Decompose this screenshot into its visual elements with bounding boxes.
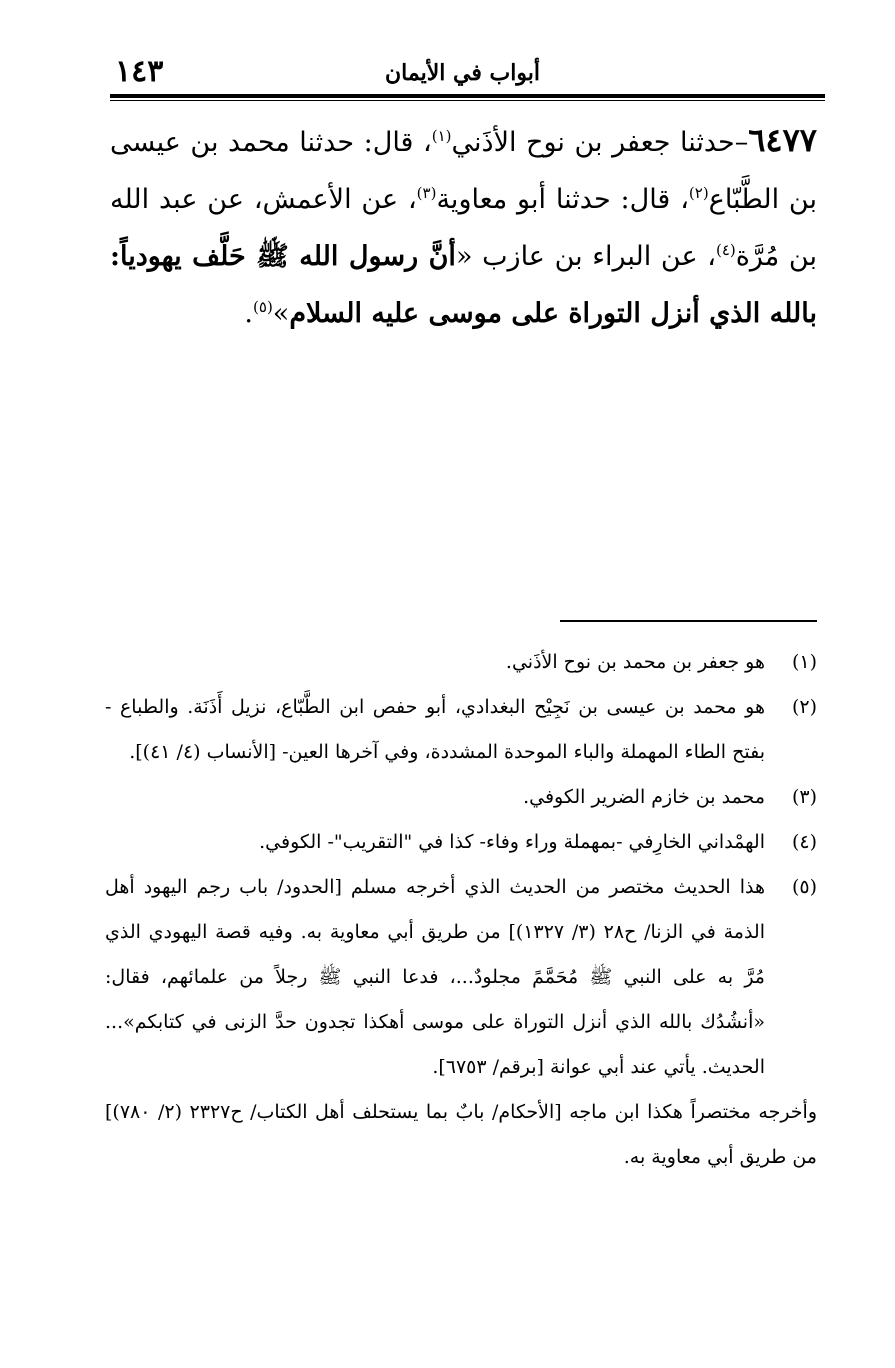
hadith-isnad-4: ، عن الأعمش، عن عبد الله بن مُرَّة bbox=[110, 184, 817, 272]
footnote-ref-2: (٢) bbox=[688, 184, 709, 202]
hadith-isnad-5: ، عن البراء بن عازب « bbox=[455, 241, 716, 272]
footnote-ref-1: (١) bbox=[431, 127, 452, 145]
hadith-text bbox=[110, 112, 817, 342]
footnote-3 bbox=[105, 775, 817, 820]
footnote-label: (٢) bbox=[791, 696, 817, 718]
footnote-text: هو محمد بن عيسى بن نَجِيْح البغدادي، أبو حفص ابن الطَّبّاع، نزيل أَذَنَة. والطباع - بفتح الطاء المهملة والباء الموحدة المشددة، وفي آخرها العين- [الأنساب (٤/ ٤١)]. bbox=[105, 696, 765, 763]
footnote-label: (٥) bbox=[791, 876, 817, 898]
footnote-separator bbox=[560, 620, 817, 622]
footnote-2 bbox=[105, 685, 817, 775]
hadith-end: . bbox=[244, 298, 254, 329]
footnote-text: محمد بن خازم الضرير الكوفي. bbox=[523, 786, 765, 808]
footnote-text: الهمْداني الخارِفي -بمهملة وراء وفاء- كذا في "التقريب"- الكوفي. bbox=[259, 831, 765, 853]
page-number: ١٤٣ bbox=[115, 54, 164, 89]
footnote-label: (٤) bbox=[791, 831, 817, 853]
footnote-ref-4: (٤) bbox=[715, 241, 736, 259]
hadith-number: ٦٤٧٧ bbox=[748, 121, 817, 159]
hadith-isnad-3: ، قال: حدثنا أبو معاوية bbox=[436, 184, 689, 215]
footnote-5 bbox=[105, 865, 817, 1090]
footnotes bbox=[105, 640, 817, 1180]
page-header bbox=[100, 52, 825, 92]
hadith-matn: أنَّ رسول الله ﷺ حَلَّف يهودياً: بالله الذي أنزل التوراة على موسى عليه السلام bbox=[110, 241, 817, 329]
hadith-close-quote: » bbox=[272, 298, 290, 329]
footnote-label: (٣) bbox=[791, 786, 817, 808]
footnote-4 bbox=[105, 820, 817, 865]
running-title: أبواب في الأيمان bbox=[385, 60, 540, 86]
hadith-isnad-1: –حدثنا جعفر بن نوح الأذَني bbox=[451, 127, 749, 158]
footnote-5-continuation: وأخرجه مختصراً هكذا ابن ماجه [الأحكام/ بابٌ بما يستحلف أهل الكتاب/ ح٢٣٢٧ (٢/ ٧٨٠)] من طريق أبي معاوية به. bbox=[105, 1101, 817, 1168]
footnote-ref-3: (٣) bbox=[416, 184, 437, 202]
footnote-text: هو جعفر بن محمد بن نوح الأذَني. bbox=[505, 651, 765, 673]
header-rule bbox=[110, 94, 825, 98]
header-rule-thin bbox=[110, 100, 825, 101]
footnote-text: هذا الحديث مختصر من الحديث الذي أخرجه مسلم [الحدود/ باب رجم اليهود أهل الذمة في الزنا/ ح٢٨ (٣/ ١٣٢٧)] من طريق أبي معاوية به. وفيه قصة اليهودي الذي مُرَّ به على النبي ﷺ مُحَمَّمً مجلودٌ...، فدعا النبي ﷺ رجلاً من علمائهم، فقال: «أنشُدُك بالله الذي أنزل التوراة على موسى أهكذا تجدون حدَّ الزنى في كتابكم»... الحديث. يأتي عند أبي عوانة [برقم/ ٦٧٥٣]. bbox=[105, 876, 765, 1078]
footnote-ref-5: (٥) bbox=[253, 298, 273, 316]
footnote-1 bbox=[105, 640, 817, 685]
hadith-isnad-2: ، قال: حدثنا محمد بن عيسى بن الطَّبّاع bbox=[110, 127, 817, 215]
footnote-label: (١) bbox=[791, 651, 817, 673]
